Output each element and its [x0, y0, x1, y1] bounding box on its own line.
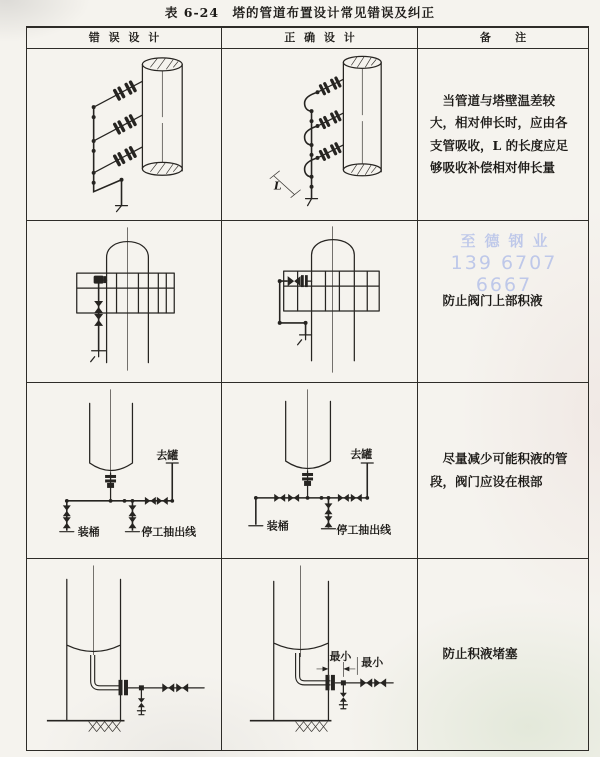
- errors-corrections-table: [26, 26, 589, 751]
- table-row: [27, 221, 588, 383]
- to-tank-branch: [145, 448, 178, 505]
- tower-column: [107, 227, 149, 370]
- minimum-label: 最小: [329, 649, 352, 663]
- table-row: [27, 559, 588, 750]
- length-dimension: [270, 170, 301, 197]
- valve-icon: [288, 493, 299, 501]
- skirt-drain-wrong-diagram: [27, 559, 221, 750]
- tower-skirt: [67, 565, 121, 720]
- to-tank-branch: [338, 447, 373, 502]
- barrel-label: 装桶: [266, 519, 289, 533]
- vessel: [90, 389, 133, 479]
- remark-text: 当管道与塔壁温差较大，相对伸长时，应由各支管吸收，L 的长度应足够吸收补偿相对伸长量: [430, 92, 569, 175]
- platform-valve-correct-diagram: [222, 221, 417, 383]
- header-pipe: [306, 90, 320, 205]
- drop-pipe-with-valves: [91, 283, 106, 362]
- table-row: [27, 383, 588, 559]
- shutdown-line-label: 停工抽出线: [336, 523, 392, 537]
- valve-icon: [94, 313, 103, 325]
- shutdown-line-label: 停工抽出线: [141, 525, 197, 539]
- table-header-row: [27, 28, 588, 49]
- tower-skirt: [274, 565, 329, 720]
- valve-icon: [274, 493, 285, 501]
- diagram-row4-wrong: [27, 559, 222, 750]
- tower-column: [343, 56, 381, 175]
- routed-pipe: [278, 279, 312, 345]
- watermark-phone: 139 6707 6667: [450, 252, 558, 296]
- bottom-drawoff-wrong-diagram: [27, 383, 221, 559]
- tower-column: [312, 226, 355, 372]
- diagram-row2-correct: [222, 221, 418, 383]
- tower-column: [142, 57, 182, 174]
- nozzle-elbow: [94, 275, 107, 283]
- ground-hatch: [89, 722, 121, 732]
- diagram-row4-correct: [222, 559, 418, 750]
- platform-valve-wrong-diagram: [27, 221, 221, 383]
- barrel-branch: [60, 500, 100, 538]
- page-title: 表 6-24 塔的管道布置设计常见错误及纠正: [164, 5, 436, 20]
- skirt-drain-correct-diagram: [222, 559, 417, 750]
- ground-hatch: [296, 722, 328, 732]
- barrel-label: 装桶: [77, 525, 100, 539]
- valve-icon: [94, 301, 103, 313]
- valve-icon: [63, 505, 71, 516]
- minimum-dimension-2: [357, 655, 384, 675]
- vessel: [286, 389, 331, 477]
- remark-cell-row3: [418, 383, 588, 559]
- diagram-row2-wrong: [27, 221, 222, 383]
- diagram-row3-correct: [222, 383, 418, 559]
- remark-cell-row1: [418, 49, 588, 221]
- nozzle-valve-assembly: [288, 275, 312, 287]
- ground: [250, 721, 332, 732]
- remark-text: 尽量减少可能积液的管段，阀门应设在根部: [430, 451, 568, 489]
- minimum-label: 最小: [361, 655, 384, 669]
- valve-icon: [351, 493, 362, 501]
- platform-railing: [77, 273, 174, 313]
- table-row: [27, 49, 588, 221]
- to-tank-label: 去罐: [156, 448, 179, 462]
- valve-icon: [324, 516, 332, 527]
- dimension-label: L: [273, 179, 282, 193]
- watermark-company: 至德钢业: [460, 232, 557, 250]
- column-header-correct-design: 正确设计: [222, 28, 418, 49]
- diagram-row3-wrong: [27, 383, 222, 559]
- diagram-row1-correct: [222, 49, 418, 221]
- column-header-remarks: 备注: [418, 28, 588, 49]
- ground: [47, 721, 125, 732]
- to-tank-label: 去罐: [350, 447, 373, 461]
- valve-icon: [338, 493, 349, 501]
- drain-branch: [339, 680, 347, 708]
- platform-railing: [284, 271, 380, 311]
- drain-valve-icon: [138, 698, 145, 707]
- drain-branch: [137, 685, 145, 714]
- bottom-nozzle-flange: [302, 471, 313, 498]
- bottom-drawoff-correct-diagram: [222, 383, 417, 559]
- column-header-wrong-design: 错误设计: [27, 28, 222, 49]
- drain-valve-icon: [340, 693, 347, 702]
- valve-icon: [288, 276, 301, 286]
- bottom-nozzle-flange: [105, 472, 116, 500]
- shutdown-branch: [321, 497, 392, 536]
- barrel-branch: [249, 493, 299, 532]
- remark-text: 防止积液堵塞: [442, 646, 518, 662]
- tower-branch-piping-wrong-diagram: [27, 49, 221, 221]
- minimum-dimension-1: [317, 649, 356, 677]
- diagram-row1-wrong: [27, 49, 222, 221]
- shutdown-branch: [125, 500, 197, 538]
- remark-text: 防止阀门上部积液: [442, 293, 543, 309]
- remark-cell-row4: [418, 559, 588, 750]
- tower-branch-piping-correct-diagram: [222, 49, 417, 221]
- remark-cell-row2: [418, 221, 588, 383]
